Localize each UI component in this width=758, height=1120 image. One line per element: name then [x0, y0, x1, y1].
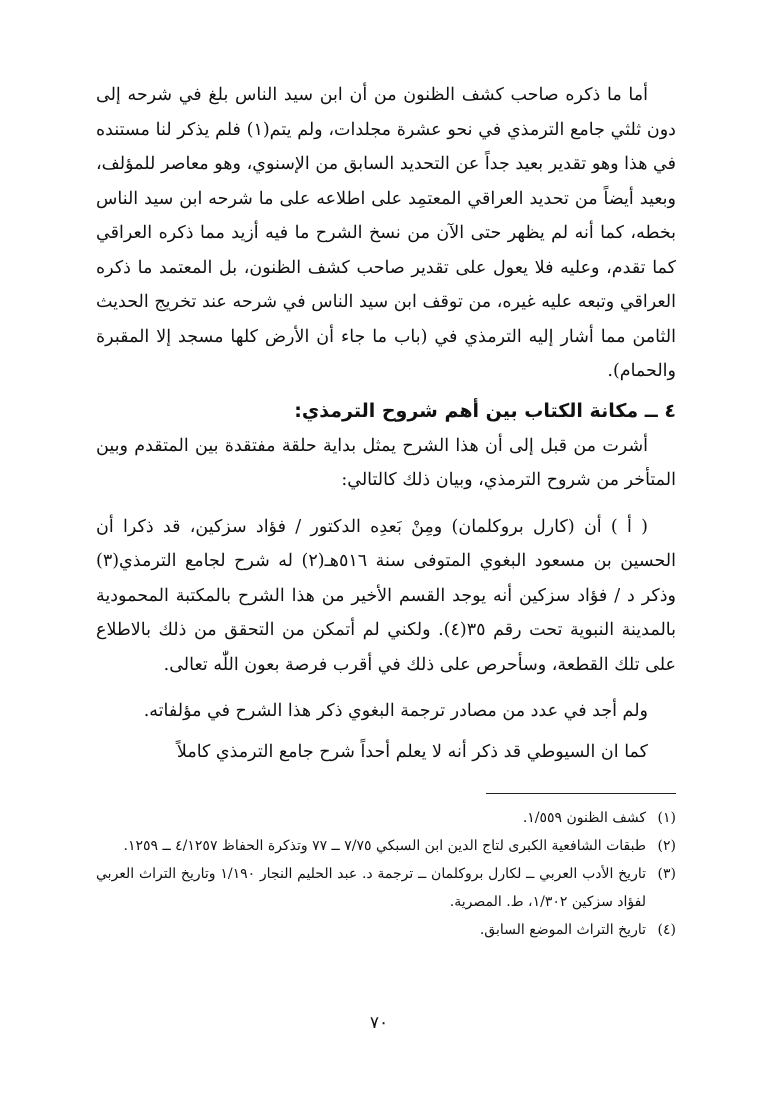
footnote-text: طبقات الشافعية الكبرى لتاج الدين ابن السبكي ٧/٧٥ ــ ٧٧ وتذكرة الحفاظ ٤/١٢٥٧ ــ ١٢٥٩.: [123, 838, 646, 854]
paragraph-suyuti: كما ان السيوطي قد ذكر أنه لا يعلم أحداً شرح جامع الترمذي كاملاً: [176, 741, 648, 762]
paragraph-missing-link: أشرت من قبل إلى أن هذا الشرح يمثل بداية حلقة مفتقدة بين المتقدم وبين المتأخر من شروح الترمذي، وبيان ذلك كالتالي:: [96, 435, 676, 490]
footnote-number: (٣): [657, 866, 676, 882]
footnote-4: [96, 916, 676, 944]
footnotes: [96, 804, 676, 944]
paragraph-brockelmann-sezgin: ( أ ) أن (كارل بروكلمان) ومِنْ بَعدِه الدكتور / فؤاد سزكين، قد ذكرا أن الحسين بن مسعود البغوي المتوفى سنة ٥١٦هـ(٢) له شرح لجامع الترمذي(٣) وذكر د / فؤاد سزكين أنه يوجد القسم الأخير من هذا الشرح بالمكتبة المحمودية بالمدينة النبوية تحت رقم ٣٥(٤). ولكني لم أتمكن من التحقق من ذلك بالاطلاع على تلك القطعة، وسأحرص على ذلك في أقرب فرصة بعون اللّٰه تعالى.: [96, 516, 676, 675]
footnote-number: (٤): [657, 922, 676, 938]
footnote-text: تاريخ التراث الموضع السابق.: [479, 922, 646, 938]
footnote-3: [96, 860, 676, 916]
footnote-number: (١): [657, 810, 676, 826]
page-number: ٧٠: [369, 1013, 389, 1033]
footnote-2: [96, 832, 676, 860]
section-heading: ٤ ــ مكانة الكتاب بين أهم شروح الترمذي:: [294, 399, 676, 422]
footnote-separator: [486, 793, 676, 794]
paragraph-baghawi-sources: ولم أجد في عدد من مصادر ترجمة البغوي ذكر هذا الشرح في مؤلفاته.: [143, 701, 648, 721]
footnote-number: (٢): [657, 838, 676, 854]
footnote-text: كشف الظنون ١/٥٥٩.: [522, 810, 646, 826]
footnote-1: [96, 804, 676, 832]
paragraph-kashf-al-zunun: أما ما ذكره صاحب كشف الظنون من أن ابن سيد الناس بلغ في شرحه إلى دون ثلثي جامع الترمذي في نحو عشرة مجلدات، ولم يتم(١) فلم يذكر لنا مستنده في هذا وهو تقدير بعيد جداً عن التحديد السابق من الإسنوي، وهو معاصر للمؤلف، وبعيد أيضاً من تحديد العراقي المعتمِد على اطلاعه على ما شرحه ابن سيد الناس بخطه، كما أنه لم يظهر حتى الآن من نسخ الشرح ما فيه أزيد مما ذكره العراقي كما تقدم، وعليه فلا يعول على تقدير صاحب كشف الظنون، بل المعتمد ما ذكره العراقي وتبعه عليه غيره، من توقف ابن سيد الناس في شرحه عند تخريج الحديث الثامن مما أشار إليه الترمذي في (باب ما جاء أن الأرض كلها مسجد إلا المقبرة والحمام).: [96, 85, 676, 381]
footnote-text: تاريخ الأدب العربي ــ لكارل بروكلمان ــ ترجمة د. عبد الحليم النجار ١/١٩٠ وتاريخ التراث العربي لفؤاد سزكين ١/٣٠٢، ط. المصرية.: [96, 866, 647, 910]
